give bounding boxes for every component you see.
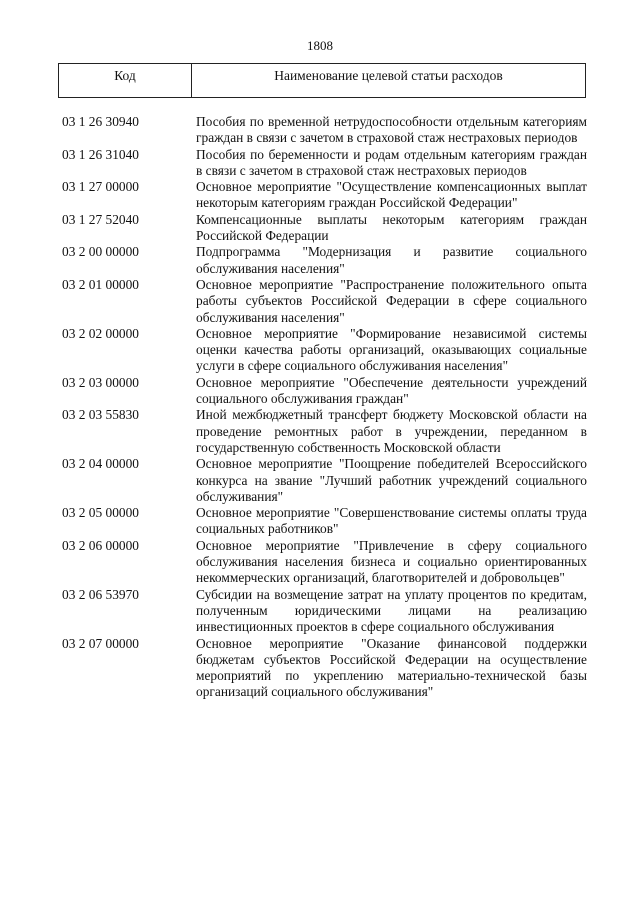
table-row [62,505,587,538]
row-name: Основное мероприятие "Обеспечение деятельности учреждений социального обслуживания граждан" [196,374,587,407]
row-code: 03 2 06 53970 [62,586,139,602]
row-code: 03 1 26 30940 [62,114,139,129]
page-number: 1808 [307,38,333,53]
row-name: Основное мероприятие "Распространение положительного опыта работы субъектов Российской Федерации в сфере социального обслуживания населения" [196,276,587,325]
row-code: 03 1 26 31040 [62,146,139,162]
table-row [62,212,587,245]
row-code: 03 2 04 00000 [62,456,139,472]
table-row [62,179,587,212]
row-name: Пособия по временной нетрудоспособности отдельным категориям граждан в связи с зачетом в страховой стаж нестраховых периодов [196,114,587,146]
table-body [62,114,587,701]
table-row [62,147,587,180]
table-row [62,407,587,456]
row-name: Подпрограмма "Модернизация и развитие социального обслуживания населения" [196,244,587,276]
row-name: Субсидии на возмещение затрат на уплату процентов по кредитам, полученным юридическими лицами на реализацию инвестиционных проектов в сфере социального обслуживания [196,586,587,635]
row-code: 03 2 07 00000 [62,635,139,651]
row-code: 03 2 06 00000 [62,537,139,553]
row-name: Компенсационные выплаты некоторым категориям граждан Российской Федерации [196,211,587,244]
row-code: 03 2 03 55830 [62,407,139,423]
table-row [62,114,587,147]
row-code: 03 2 02 00000 [62,325,139,341]
row-name: Основное мероприятие "Оказание финансовой поддержки бюджетам субъектов Российской Федерации на осуществление мероприятий по укреплению материально-технической базы организаций социального обслуживания" [196,635,587,700]
row-name: Пособия по беременности и родам отдельным категориям граждан в связи с зачетом в страховой стаж нестраховых периодов [196,146,587,178]
table-row [62,587,587,636]
row-code: 03 2 01 00000 [62,276,139,292]
row-name: Основное мероприятие "Привлечение в сферу социального обслуживания населения бизнеса и социально ориентированных некоммерческих организаций, благотворителей и добровольцев" [196,537,587,586]
row-code: 03 2 05 00000 [62,505,139,521]
table-row [62,326,587,375]
row-name: Основное мероприятие "Осуществление компенсационных выплат некоторым категориям граждан Российской Федерации" [196,179,587,211]
table-row [62,277,587,326]
row-name: Иной межбюджетный трансферт бюджету Московской области на проведение ремонтных работ в учреждении, переданном в государственную собственность Московской области [196,407,587,455]
row-name: Основное мероприятие "Совершенствование системы оплаты труда социальных работников" [196,505,587,537]
row-code: 03 2 00 00000 [62,244,139,260]
table-row [62,636,587,701]
row-code: 03 1 27 00000 [62,179,139,195]
table-row [62,375,587,408]
table-row [62,244,587,277]
header-name: Наименование целевой статьи расходов [274,68,503,83]
row-name: Основное мероприятие "Поощрение победителей Всероссийского конкурса на звание "Лучший работник учреждений социального обслуживания" [196,456,587,504]
row-code: 03 2 03 00000 [62,374,139,390]
table-header [58,63,586,98]
header-code: Код [59,64,192,97]
table-row [62,456,587,505]
table-row [62,538,587,587]
row-code: 03 1 27 52040 [62,211,139,227]
row-name: Основное мероприятие "Формирование независимой системы оценки качества работы организаций, оказывающих социальные услуги в сфере социального обслуживания населения" [196,325,587,374]
